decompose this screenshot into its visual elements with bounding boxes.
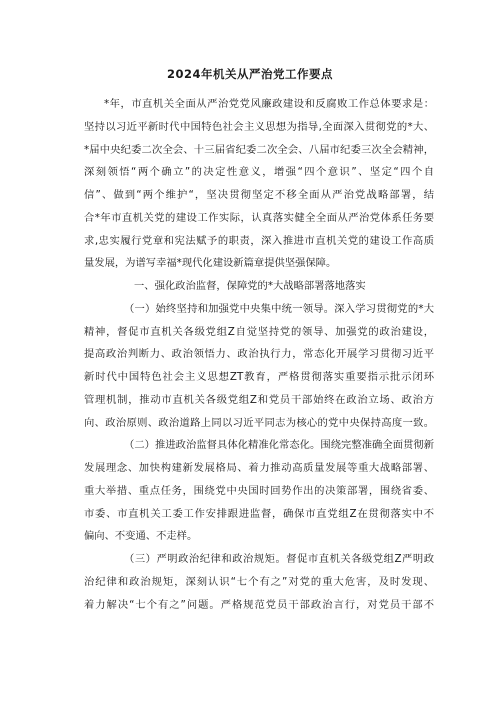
paragraph-line: 精神，督促市直机关各级党组Z自觉坚持党的领导、加强党的政治建设， <box>84 325 434 338</box>
paragraph-line: 合*年市直机关党的建设工作实际，认真落实健全全面从严治党体系任务要 <box>84 211 434 224</box>
paragraph-line: 管理机制，推动市直机关各级党组Z和党员干部始终在政治立场、政治方 <box>84 393 434 406</box>
document-body <box>84 93 434 616</box>
paragraph-line: *届中央纪委二次全会、十三届省纪委二次全会、八届市纪委三次全会精神， <box>84 143 434 156</box>
paragraph-line: 向、政治原则、政治道路上同以习近平同志为核心的党中央保持高度一致。 <box>84 416 434 429</box>
paragraph-line: 治纪律和政治规矩，深刻认识“七个有之”对党的重大危害，及时发现、 <box>84 575 434 588</box>
paragraph-line: 偏向、不变通、不走样。 <box>84 530 198 543</box>
paragraph-line: （一）始终坚持和加强党中央集中统一领导。深入学习贯彻党的*大 <box>124 302 434 315</box>
paragraph-line: （三）严明政治纪律和政治规矩。督促市直机关各级党组Z严明政 <box>124 553 434 565</box>
paragraph-line: 求,忠实履行党章和宪法赋予的职责，深入推进市直机关党的建设工作高质 <box>84 234 434 247</box>
paragraph-line: 发展理念、加快构建新发展格局、着力推动高质量发展等重大战略部署、 <box>84 462 434 474</box>
paragraph-line: 着力解决“七个有之”问题。严格规范党员干部政治言行，对党员干部不 <box>84 598 434 611</box>
paragraph-line: 坚持以习近平新时代中国特色社会主义思想为指导,全面深入贯彻党的*大、 <box>84 120 434 133</box>
paragraph-line: （二）推进政治监督具体化精准化常态化。围绕完整准确全面贯彻新 <box>124 439 434 452</box>
paragraph-line: 量发展，为谱写幸福*现代化建设新篇章提供坚强保障。 <box>84 257 337 270</box>
paragraph-line: 信”、做到“两个维护“，坚决贯彻坚定不移全面从严治党战略部署，结 <box>84 189 434 201</box>
document-title: 2024年机关从严治党工作要点 <box>166 67 333 81</box>
paragraph-line: 重大举措、重点任务，围绕党中央国时回势作出的决策部署，围绕省委、 <box>84 484 434 497</box>
paragraph-line: 提高政治判断力、政治领悟力、政治执行力，常态化开展学习贯彻习近平 <box>84 348 434 361</box>
section-heading: 一、强化政治监督，保障党的*大战略部署落地落实 <box>134 280 366 292</box>
paragraph-line: 新时代中国特色社会主义思想ZT教育，严格贯彻落实重要指示批示闭环 <box>84 371 434 383</box>
paragraph-line: 深刻领悟“两个确立”的决定性意义，增强“四个意识”、坚定“四个自 <box>84 166 434 179</box>
paragraph-line: 市委、市直机关工委工作安排跟进监督，确保市直党组Z在贯彻落实中不 <box>84 507 434 520</box>
paragraph-line: *年，市直机关全面从严治党党风廉政建设和反腐败工作总体要求是： <box>104 98 434 110</box>
